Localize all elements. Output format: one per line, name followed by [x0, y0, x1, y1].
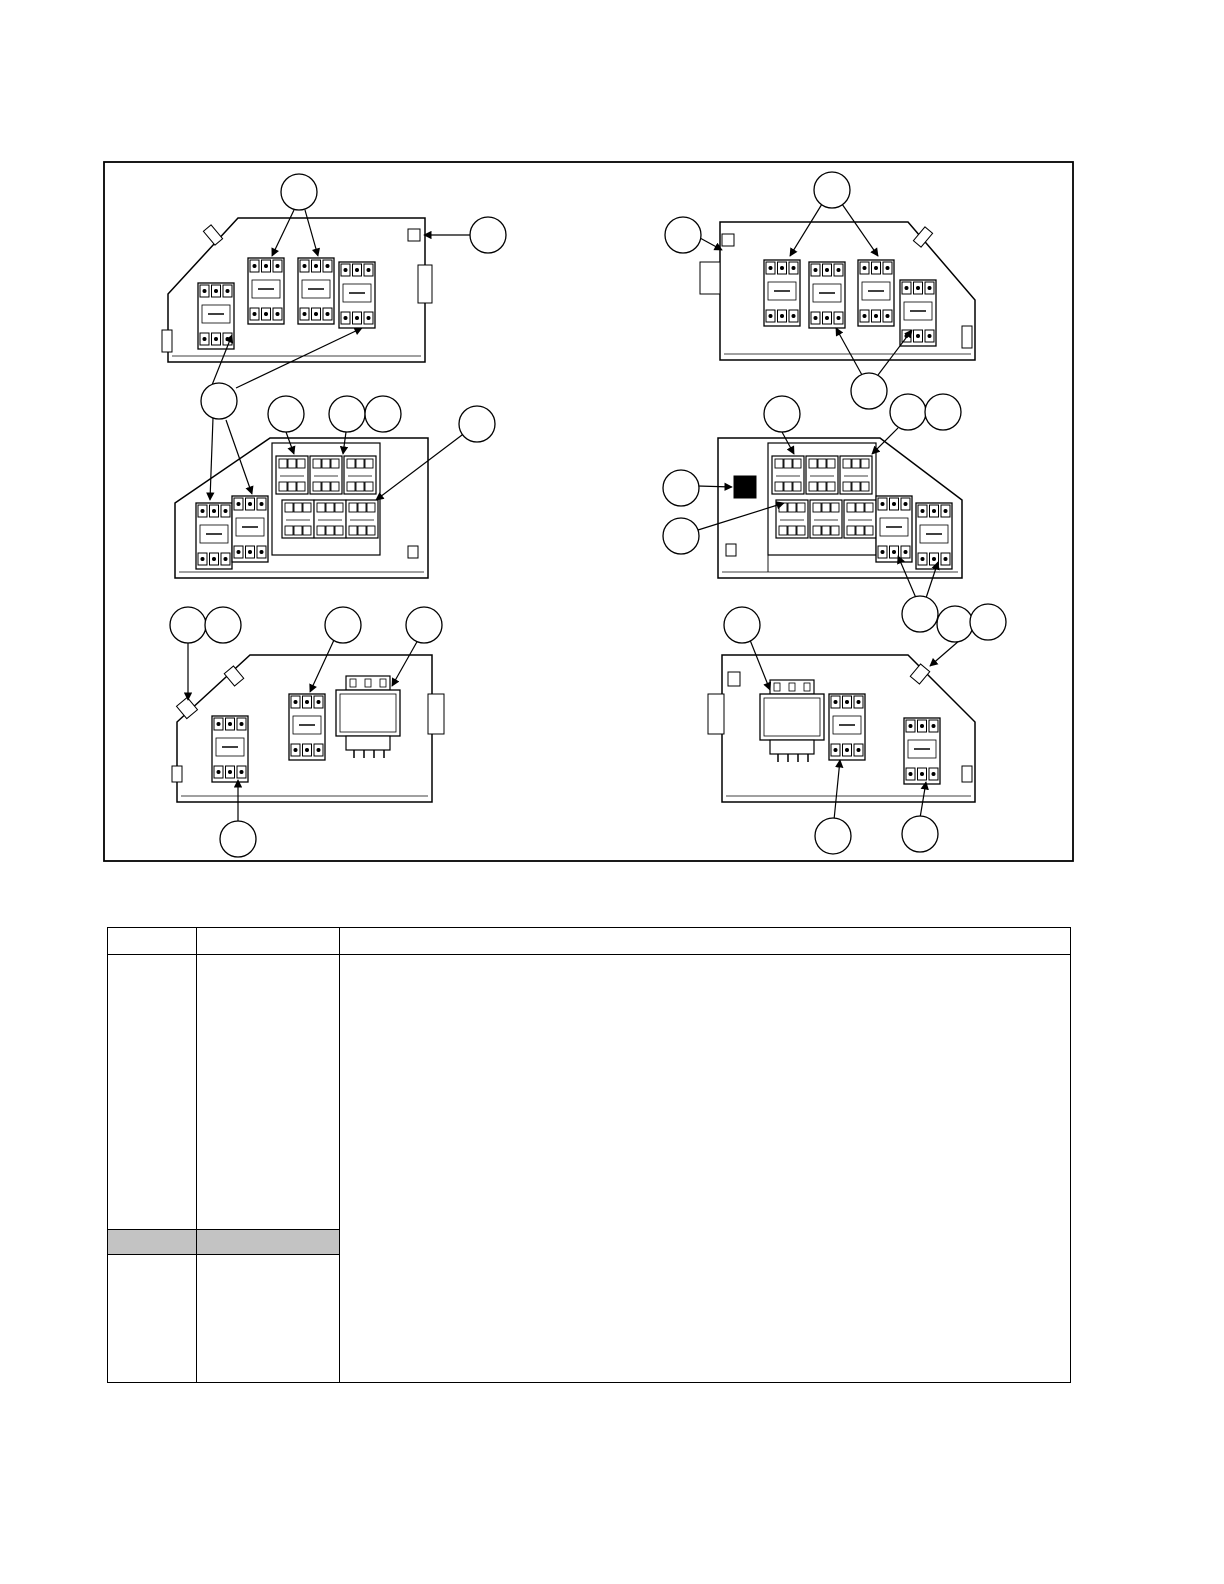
callout-bubble [281, 174, 317, 210]
lower-left-panel [172, 655, 444, 802]
callout-bubble [406, 607, 442, 643]
upper-left-panel [162, 218, 432, 362]
callout-bubble [724, 607, 760, 643]
table-cell [197, 955, 340, 1230]
callout-bubble [937, 606, 973, 642]
table-cell [197, 1255, 340, 1383]
callout-bubble [325, 607, 361, 643]
callout-bubble [851, 373, 887, 409]
callout-bubble [205, 607, 241, 643]
table-cell [108, 1255, 197, 1383]
table-cell-description [340, 955, 1071, 1383]
table-header-item [108, 928, 197, 955]
callout-bubble [365, 396, 401, 432]
table-row [108, 955, 1071, 1230]
table-cell-shaded [108, 1230, 197, 1255]
callout-bubble [220, 821, 256, 857]
parts-table [107, 927, 1071, 1383]
table-header-part-number [197, 928, 340, 955]
callout-bubble [815, 818, 851, 854]
callout-bubble [902, 596, 938, 632]
callout-bubble [201, 383, 237, 419]
callout-bubble [902, 816, 938, 852]
callout-bubble [925, 394, 961, 430]
callout-bubble [470, 217, 506, 253]
table-header-description [340, 928, 1071, 955]
middle-left-panel [175, 438, 428, 578]
callout-bubble [970, 604, 1006, 640]
table-cell-shaded [197, 1230, 340, 1255]
middle-right-panel [718, 438, 962, 578]
callout-bubble [665, 217, 701, 253]
callout-bubble [814, 172, 850, 208]
lower-right-panel [708, 655, 975, 802]
callout-bubble [268, 396, 304, 432]
callout-bubble [890, 394, 926, 430]
callout-bubble [663, 518, 699, 554]
callout-bubble [764, 396, 800, 432]
table-header-row [108, 928, 1071, 955]
callout-bubble [329, 396, 365, 432]
callout-bubble [170, 607, 206, 643]
callout-bubble [663, 470, 699, 506]
table-cell [108, 955, 197, 1230]
callout-bubble [459, 406, 495, 442]
upper-right-panel [700, 222, 975, 360]
